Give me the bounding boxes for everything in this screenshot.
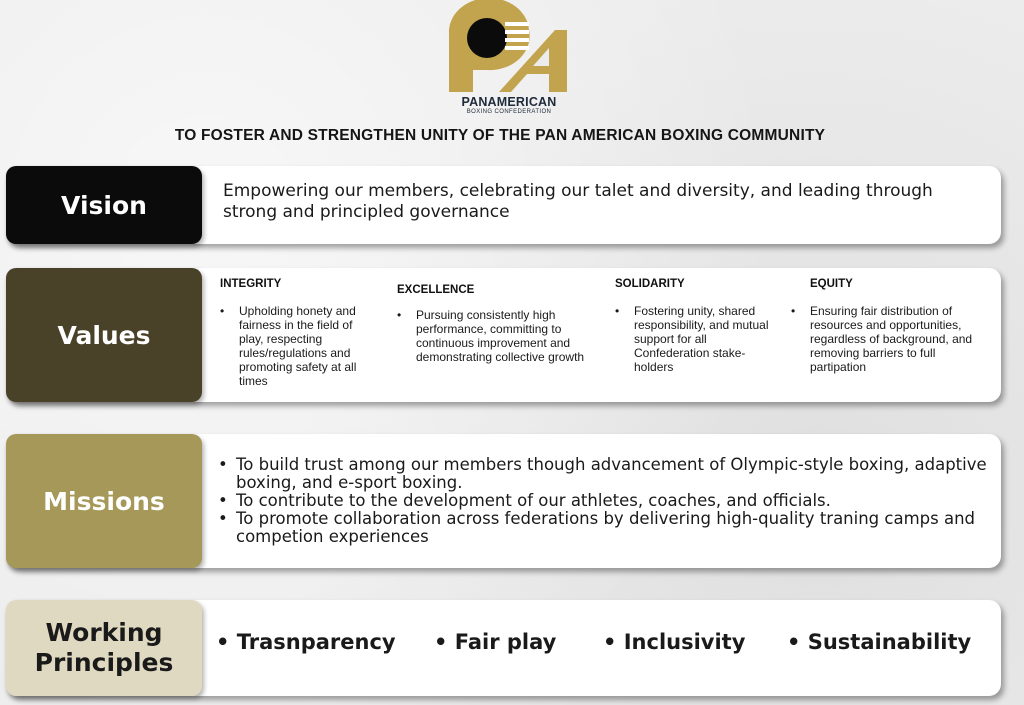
value-title: EQUITY <box>810 278 853 290</box>
principles-label-line1: Working <box>45 618 163 647</box>
vision-row <box>6 166 1001 244</box>
principles-label <box>6 600 202 696</box>
logo-subtitle: BOXING CONFEDERATION <box>466 109 552 115</box>
list-item: • To promote collaboration across federations by delivering high-quality traning camps and competion experiences <box>218 509 976 546</box>
list-item: • To contribute to the development of our athletes, coaches, and officials. <box>218 491 831 510</box>
value-description: • Ensuring fair distribution of resources and opportunities, regardless of background, and removing barriers to full partipation <box>791 304 973 374</box>
principle-item: • Inclusivity <box>603 630 746 654</box>
missions-row <box>6 434 1001 568</box>
list-item: • To build trust among our members though advancement of Olympic-style boxing, adaptive boxing, and e-sport boxing. <box>218 455 987 492</box>
value-solidarity <box>615 278 775 374</box>
missions-label: Missions <box>6 434 202 568</box>
principles-list <box>216 600 1001 696</box>
value-excellence <box>397 284 597 364</box>
principles-label-line2: Principles <box>34 648 174 677</box>
principle-item: • Sustainability <box>787 630 972 654</box>
page-tagline: TO FOSTER AND STRENGTHEN UNITY OF THE PAN AMERICAN BOXING COMMUNITY <box>174 127 826 144</box>
vision-label: Vision <box>6 166 202 244</box>
value-description: • Pursuing consistently high performance, committing to continuous improvement and demonstrating collective growth <box>397 308 585 364</box>
value-description: • Fostering unity, shared responsibility, and mutual support for all Confederation stake-holders <box>615 304 769 374</box>
missions-list <box>218 456 988 546</box>
principles-row <box>6 600 1001 696</box>
value-integrity <box>220 278 380 388</box>
value-equity <box>791 278 990 374</box>
value-title: INTEGRITY <box>220 278 282 290</box>
value-description: • Upholding honety and fairness in the field of play, respecting rules/regulations and promoting safety at all times <box>220 304 357 388</box>
principle-item: • Trasnparency <box>216 630 396 654</box>
logo-name: PANAMERICAN <box>461 95 557 109</box>
values-row <box>6 268 1001 402</box>
principle-item: • Fair play <box>434 630 557 654</box>
value-title: SOLIDARITY <box>615 278 685 290</box>
value-title: EXCELLENCE <box>397 284 475 296</box>
vision-text: Empowering our members, celebrating our talet and diversity, and leading through strong and principled governance <box>223 181 933 222</box>
values-label: Values <box>6 268 202 402</box>
